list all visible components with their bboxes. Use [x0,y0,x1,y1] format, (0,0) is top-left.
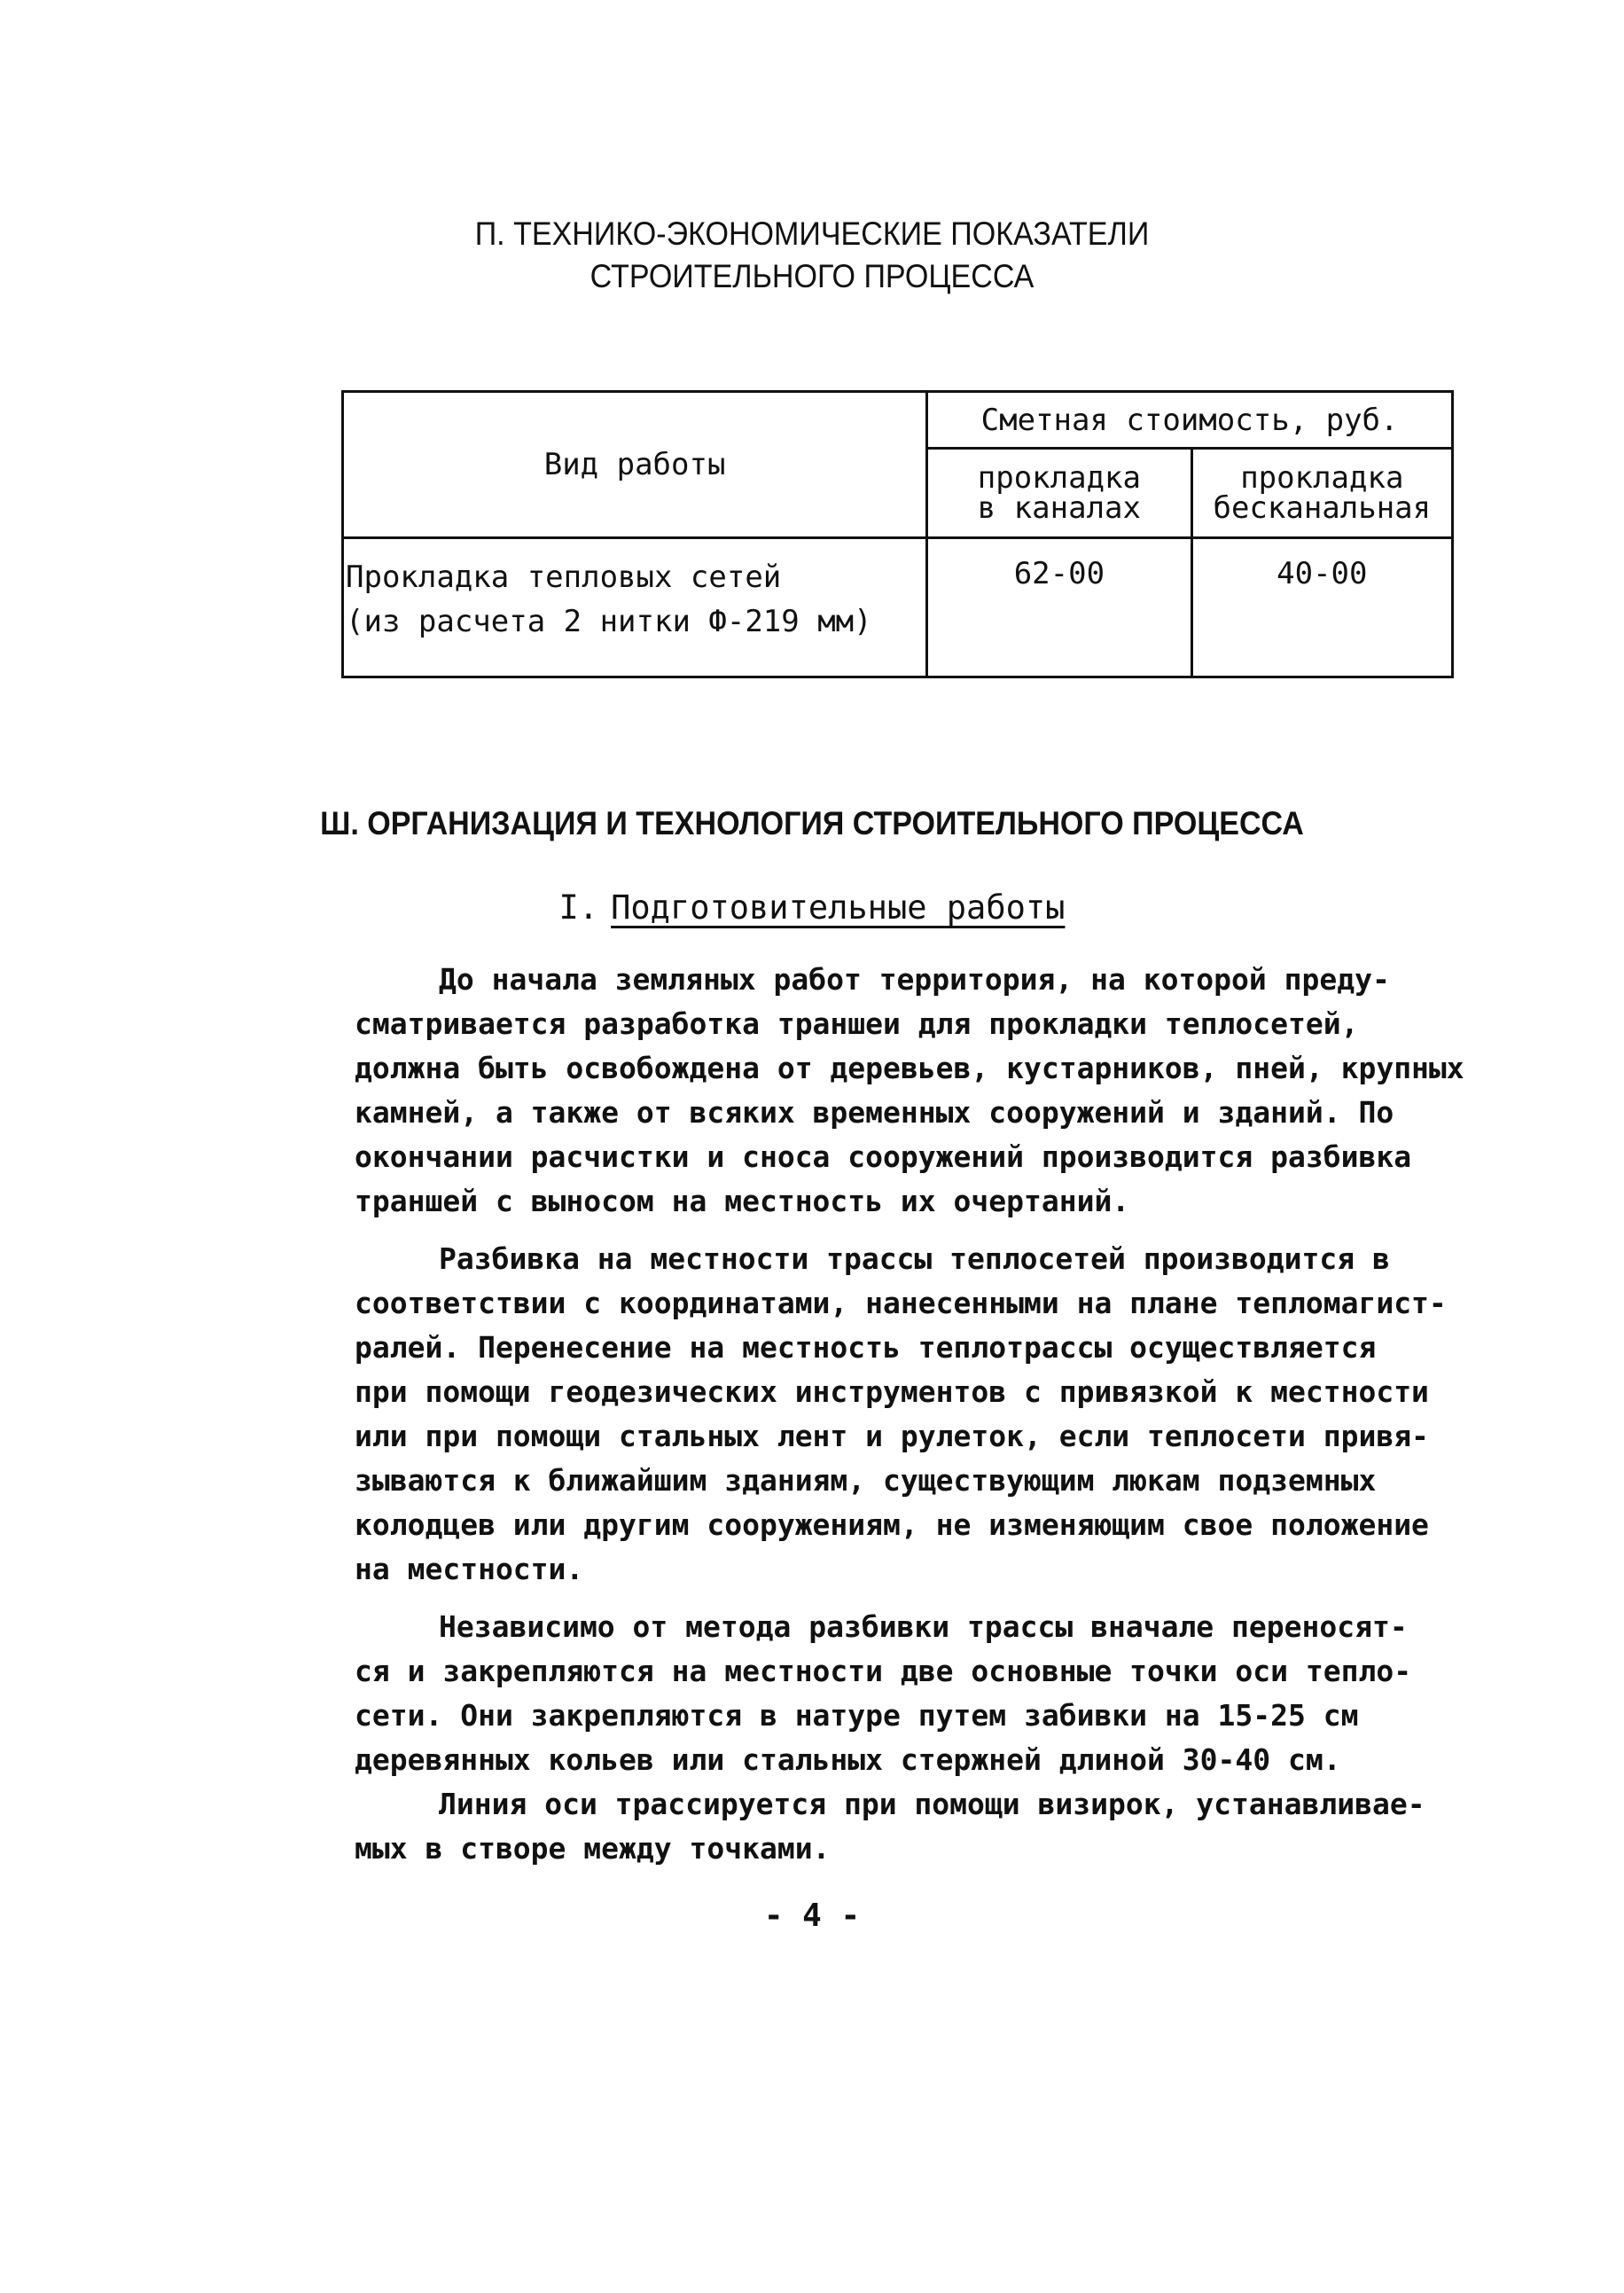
paragraph-line: Линия оси трассируется при помощи визирок, устанавливае- [439,1787,1425,1821]
subsection-number: I. [558,888,599,927]
paragraph-line: Разбивка на местности трассы теплосетей производится в [439,1241,1390,1276]
paragraph-line: Независимо от метода разбивки трассы вначале переносят- [439,1609,1408,1644]
paragraph-line: ралей. Перенесение на местность теплотрассы осуществляется [355,1330,1377,1365]
table-cell-work-type-line-1: Прокладка тепловых сетей [346,560,782,595]
section-2-title-line-1: П. ТЕХНИКО-ЭКОНОМИЧЕСКИЕ ПОКАЗАТЕЛИ [474,215,1150,252]
paragraph-line: мых в створе между точками. [355,1831,831,1866]
table-cell-work-type [343,538,927,677]
paragraph-line: при помощи геодезических инструментов с привязкой к местности [355,1374,1429,1409]
paragraph-line: соответствии с координатами, нанесенными на плане тепломагист- [355,1286,1447,1320]
table-header-channelless-line-1: прокладка [1240,460,1404,497]
paragraph-line: камней, а также от всяких временных сооружений и зданий. По [355,1095,1394,1130]
paragraph-line: на местности. [355,1552,584,1586]
paragraph-line: сети. Они закрепляются в натуре путем забивки на 15-25 см [355,1698,1359,1733]
paragraph-line: колодцев или другим сооружениям, не изменяющим свое положение [355,1507,1429,1542]
section-3-title: Ш. ОРГАНИЗАЦИЯ И ТЕХНОЛОГИЯ СТРОИТЕЛЬНОГО ПРОЦЕССА [320,805,1304,841]
paragraph-1 [355,958,1489,1224]
paragraph-line: должна быть освобождена от деревьев, кустарников, пней, крупных [355,1051,1464,1085]
paragraph-4 [355,1782,1489,1871]
table-header-in-channels [927,449,1191,538]
section-2-title-line-2: СТРОИТЕЛЬНОГО ПРОЦЕССА [589,258,1035,294]
section-2-title [65,213,1558,298]
table-header-channelless-line-2: бесканальная [1213,490,1432,527]
table-cell-work-type-line-2: (из расчета 2 нитки Ф-219 мм) [346,604,872,639]
table-header-in-channels-line-2: в каналах [977,490,1141,527]
paragraph-line: До начала земляных работ территория, на которой преду- [439,962,1390,997]
page-number: - 4 - [763,1898,861,1934]
cost-table [341,390,1454,678]
table-row [343,538,1453,677]
paragraph-line: сматривается разработка траншеи для прокладки теплосетей, [355,1006,1359,1041]
paragraph-line: окончании расчистки и сноса сооружений производится разбивка [355,1139,1412,1174]
paragraph-2 [355,1237,1489,1592]
paragraph-line: ся и закрепляются на местности две основные точки оси тепло- [355,1654,1412,1688]
table-header-work-type: Вид работы [343,392,927,538]
table-cell-cost-channelless: 40-00 [1191,538,1452,677]
table-header-estimated-cost: Сметная стоимость, руб. [927,392,1453,449]
table-header-in-channels-line-1: прокладка [977,460,1141,497]
paragraph-line: деревянных кольев или стальных стержней длиной 30-40 см. [355,1742,1341,1777]
paragraph-line: или при помощи стальных лент и рулеток, если теплосети привя- [355,1419,1429,1453]
table-header-channelless [1191,449,1452,538]
subsection-title: Подготовительные работы [611,888,1066,927]
paragraph-3 [355,1605,1489,1782]
paragraph-line: траншей с выносом на местность их очертаний. [355,1184,1130,1218]
paragraph-line: зываются к ближайшим зданиям, существующим люкам подземных [355,1463,1377,1498]
subsection-heading [0,887,1624,929]
table-cell-cost-in-channels: 62-00 [927,538,1191,677]
